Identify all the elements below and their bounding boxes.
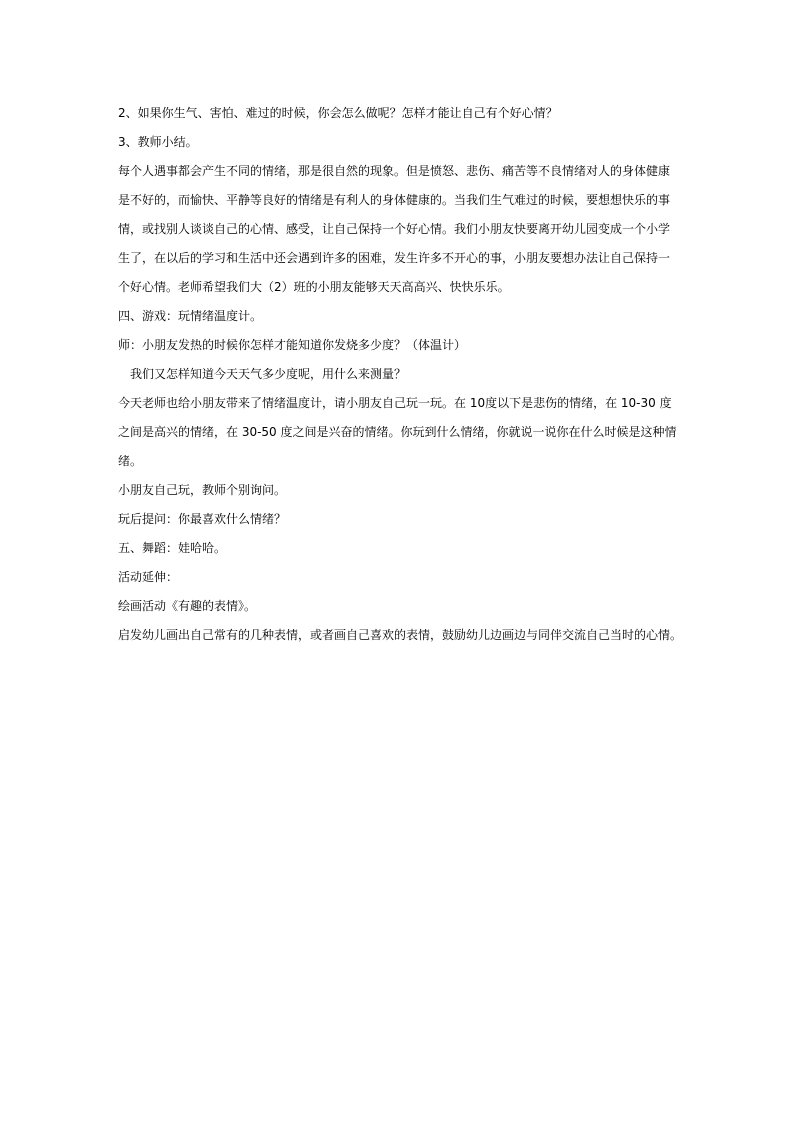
after-play-question-line: 玩后提问：你最喜欢什么情绪？	[118, 512, 287, 526]
document-body	[118, 99, 683, 650]
summary-paragraph-line-5: 个好心情。老师希望我们大（2）班的小朋友能够天天高高兴、快快乐乐。	[118, 280, 510, 294]
extension-heading: 活动延伸：	[118, 570, 179, 584]
dance-section-heading: 五、舞蹈：娃哈哈。	[118, 541, 227, 555]
game-section-heading: 四、游戏：玩情绪温度计。	[118, 309, 263, 323]
thermometer-paragraph-line-1: 今天老师也给小朋友带来了情绪温度计，请小朋友自己玩一玩。在 10度以下是悲伤的情绪，在 10-30 度	[118, 396, 672, 410]
thermometer-paragraph-line-2: 之间是高兴的情绪，在 30-50 度之间是兴奋的情绪。你玩到什么情绪，你就说一说你在什么时候是这种情	[118, 425, 677, 439]
children-play-line: 小朋友自己玩，教师个别询问。	[118, 483, 287, 497]
weather-question-line: 我们又怎样知道今天天气多少度呢，用什么来测量？	[130, 367, 407, 381]
summary-paragraph-line-1: 每个人遇事都会产生不同的情绪，那是很自然的现象。但是愤怒、悲伤、痛苦等不良情绪对人的身体健康	[118, 164, 671, 178]
drawing-activity-line: 绘画活动《有趣的表情》。	[118, 599, 257, 613]
drawing-instructions-line: 启发幼儿画出自己常有的几种表情，或者画自己喜欢的表情，鼓励幼儿边画边与同伴交流自己当时的心情。	[118, 628, 683, 642]
question-line-2: 2、如果你生气、害怕、难过的时候，你会怎么做呢？怎样才能让自己有个好心情？	[118, 106, 558, 120]
summary-paragraph-line-2: 是不好的，而愉快、平静等良好的情绪是有利人的身体健康的。当我们生气难过的时候，要想想快乐的事	[118, 193, 671, 207]
teacher-question-line: 师：小朋友发热的时候你怎样才能知道你发烧多少度？（体温计）	[118, 338, 467, 352]
summary-paragraph-line-4: 生了，在以后的学习和生活中还会遇到许多的困难，发生许多不开心的事，小朋友要想办法让自己保持一	[118, 251, 671, 265]
thermometer-paragraph-line-3: 绪。	[118, 454, 143, 468]
teacher-summary-heading: 3、教师小结。	[118, 135, 198, 149]
summary-paragraph-line-3: 情，或找别人谈谈自己的心情、感受，让自己保持一个好心情。我们小朋友快要离开幼儿园变成一个小学	[118, 222, 671, 236]
